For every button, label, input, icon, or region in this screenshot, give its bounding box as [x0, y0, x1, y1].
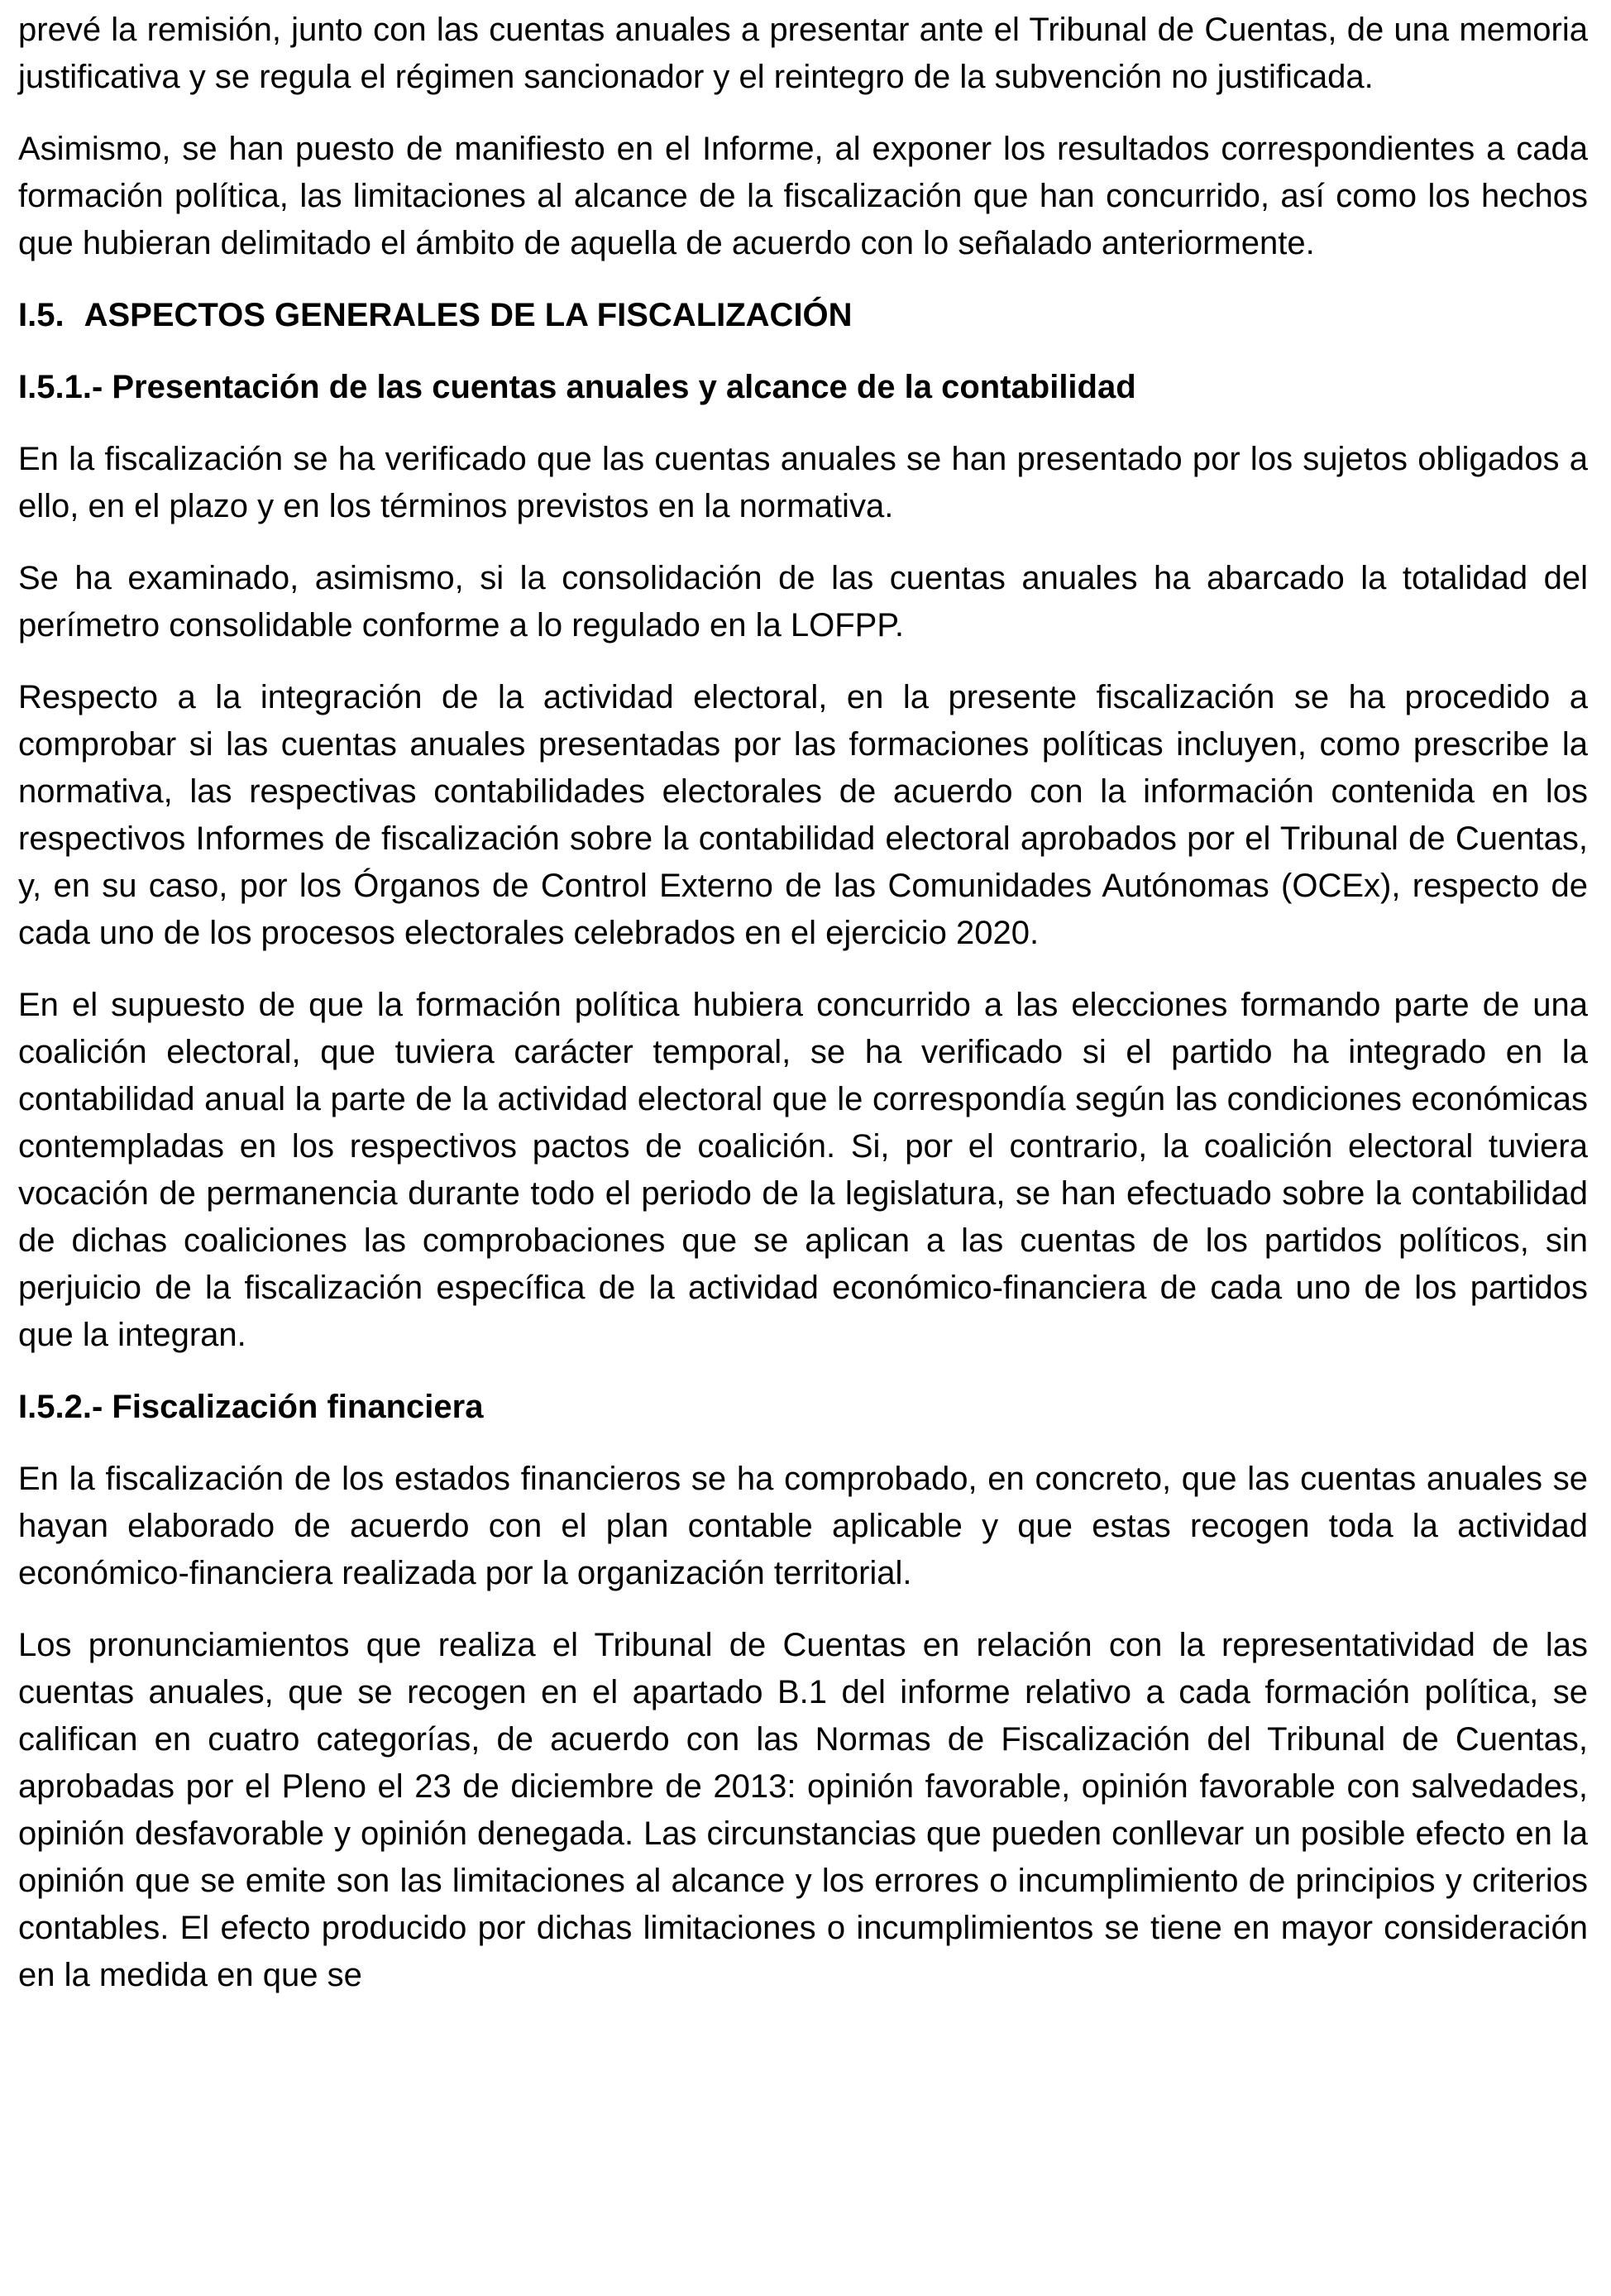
paragraph: Asimismo, se han puesto de manifiesto en el Informe, al exponer los resultados correspondientes a cada formación política, las limitaciones al alcance de la fiscalización que han concurrido, así como los hechos que hubieran delimitado el ámbito de aquella de acuerdo con lo señalado anteriormente.: [18, 131, 1588, 261]
subsection-heading: I.5.2.- Fiscalización financiera: [18, 1389, 484, 1425]
section-heading: [18, 292, 1588, 339]
paragraph: Se ha examinado, asimismo, si la consolidación de las cuentas anuales ha abarcado la totalidad del perímetro consolidable conforme a lo regulado en la LOFPP.: [18, 560, 1588, 643]
paragraph: prevé la remisión, junto con las cuentas anuales a presentar ante el Tribunal de Cuentas, de una memoria justificativa y se regula el régimen sancionador y el reintegro de la subvención no justificada.: [18, 12, 1588, 95]
paragraph: Los pronunciamientos que realiza el Tribunal de Cuentas en relación con la representatividad de las cuentas anuales, que se recogen en el apartado B.1 del informe relativo a cada formación política, se califican en cuatro categorías, de acuerdo con las Normas de Fiscalización del Tribunal de Cuentas, aprobadas por el Pleno el 23 de diciembre de 2013: opinión favorable, opinión favorable con salvedades, opinión desfavorable y opinión denegada. Las circunstancias que pueden conllevar un posible efecto en la opinión que se emite son las limitaciones al alcance y los errores o incumplimiento de principios y criterios contables. El efecto producido por dichas limitaciones o incumplimientos se tiene en mayor consideración en la medida en que se: [18, 1627, 1588, 1993]
paragraph: En la fiscalización se ha verificado que las cuentas anuales se han presentado por los sujetos obligados a ello, en el plazo y en los términos previstos en la normativa.: [18, 441, 1588, 524]
section-number: I.5.: [18, 297, 65, 333]
paragraph: Respecto a la integración de la actividad electoral, en la presente fiscalización se ha procedido a comprobar si las cuentas anuales presentadas por las formaciones políticas incluyen, como prescribe la normativa, las respectivas contabilidades electorales de acuerdo con la información contenida en los respectivos Informes de fiscalización sobre la contabilidad electoral aprobados por el Tribunal de Cuentas, y, en su caso, por los Órganos de Control Externo de las Comunidades Autónomas (OCEx), respecto de cada uno de los procesos electorales celebrados en el ejercicio 2020.: [18, 679, 1588, 951]
section-title: ASPECTOS GENERALES DE LA FISCALIZACIÓN: [84, 297, 853, 333]
subsection-heading: I.5.1.- Presentación de las cuentas anuales y alcance de la contabilidad: [18, 369, 1136, 405]
paragraph: En el supuesto de que la formación política hubiera concurrido a las elecciones formando parte de una coalición electoral, que tuviera carácter temporal, se ha verificado si el partido ha integrado en la contabilidad anual la parte de la actividad electoral que le correspondía según las condiciones económicas contempladas en los respectivos pactos de coalición. Si, por el contrario, la coalición electoral tuviera vocación de permanencia durante todo el periodo de la legislatura, se han efectuado sobre la contabilidad de dichas coaliciones las comprobaciones que se aplican a las cuentas de los partidos políticos, sin perjuicio de la fiscalización específica de la actividad económico-financiera de cada uno de los partidos que la integran.: [18, 987, 1588, 1353]
document-page: [18, 7, 1588, 1999]
paragraph: En la fiscalización de los estados financieros se ha comprobado, en concreto, que las cuentas anuales se hayan elaborado de acuerdo con el plan contable aplicable y que estas recogen toda la actividad económico-financiera realizada por la organización territorial.: [18, 1461, 1588, 1591]
